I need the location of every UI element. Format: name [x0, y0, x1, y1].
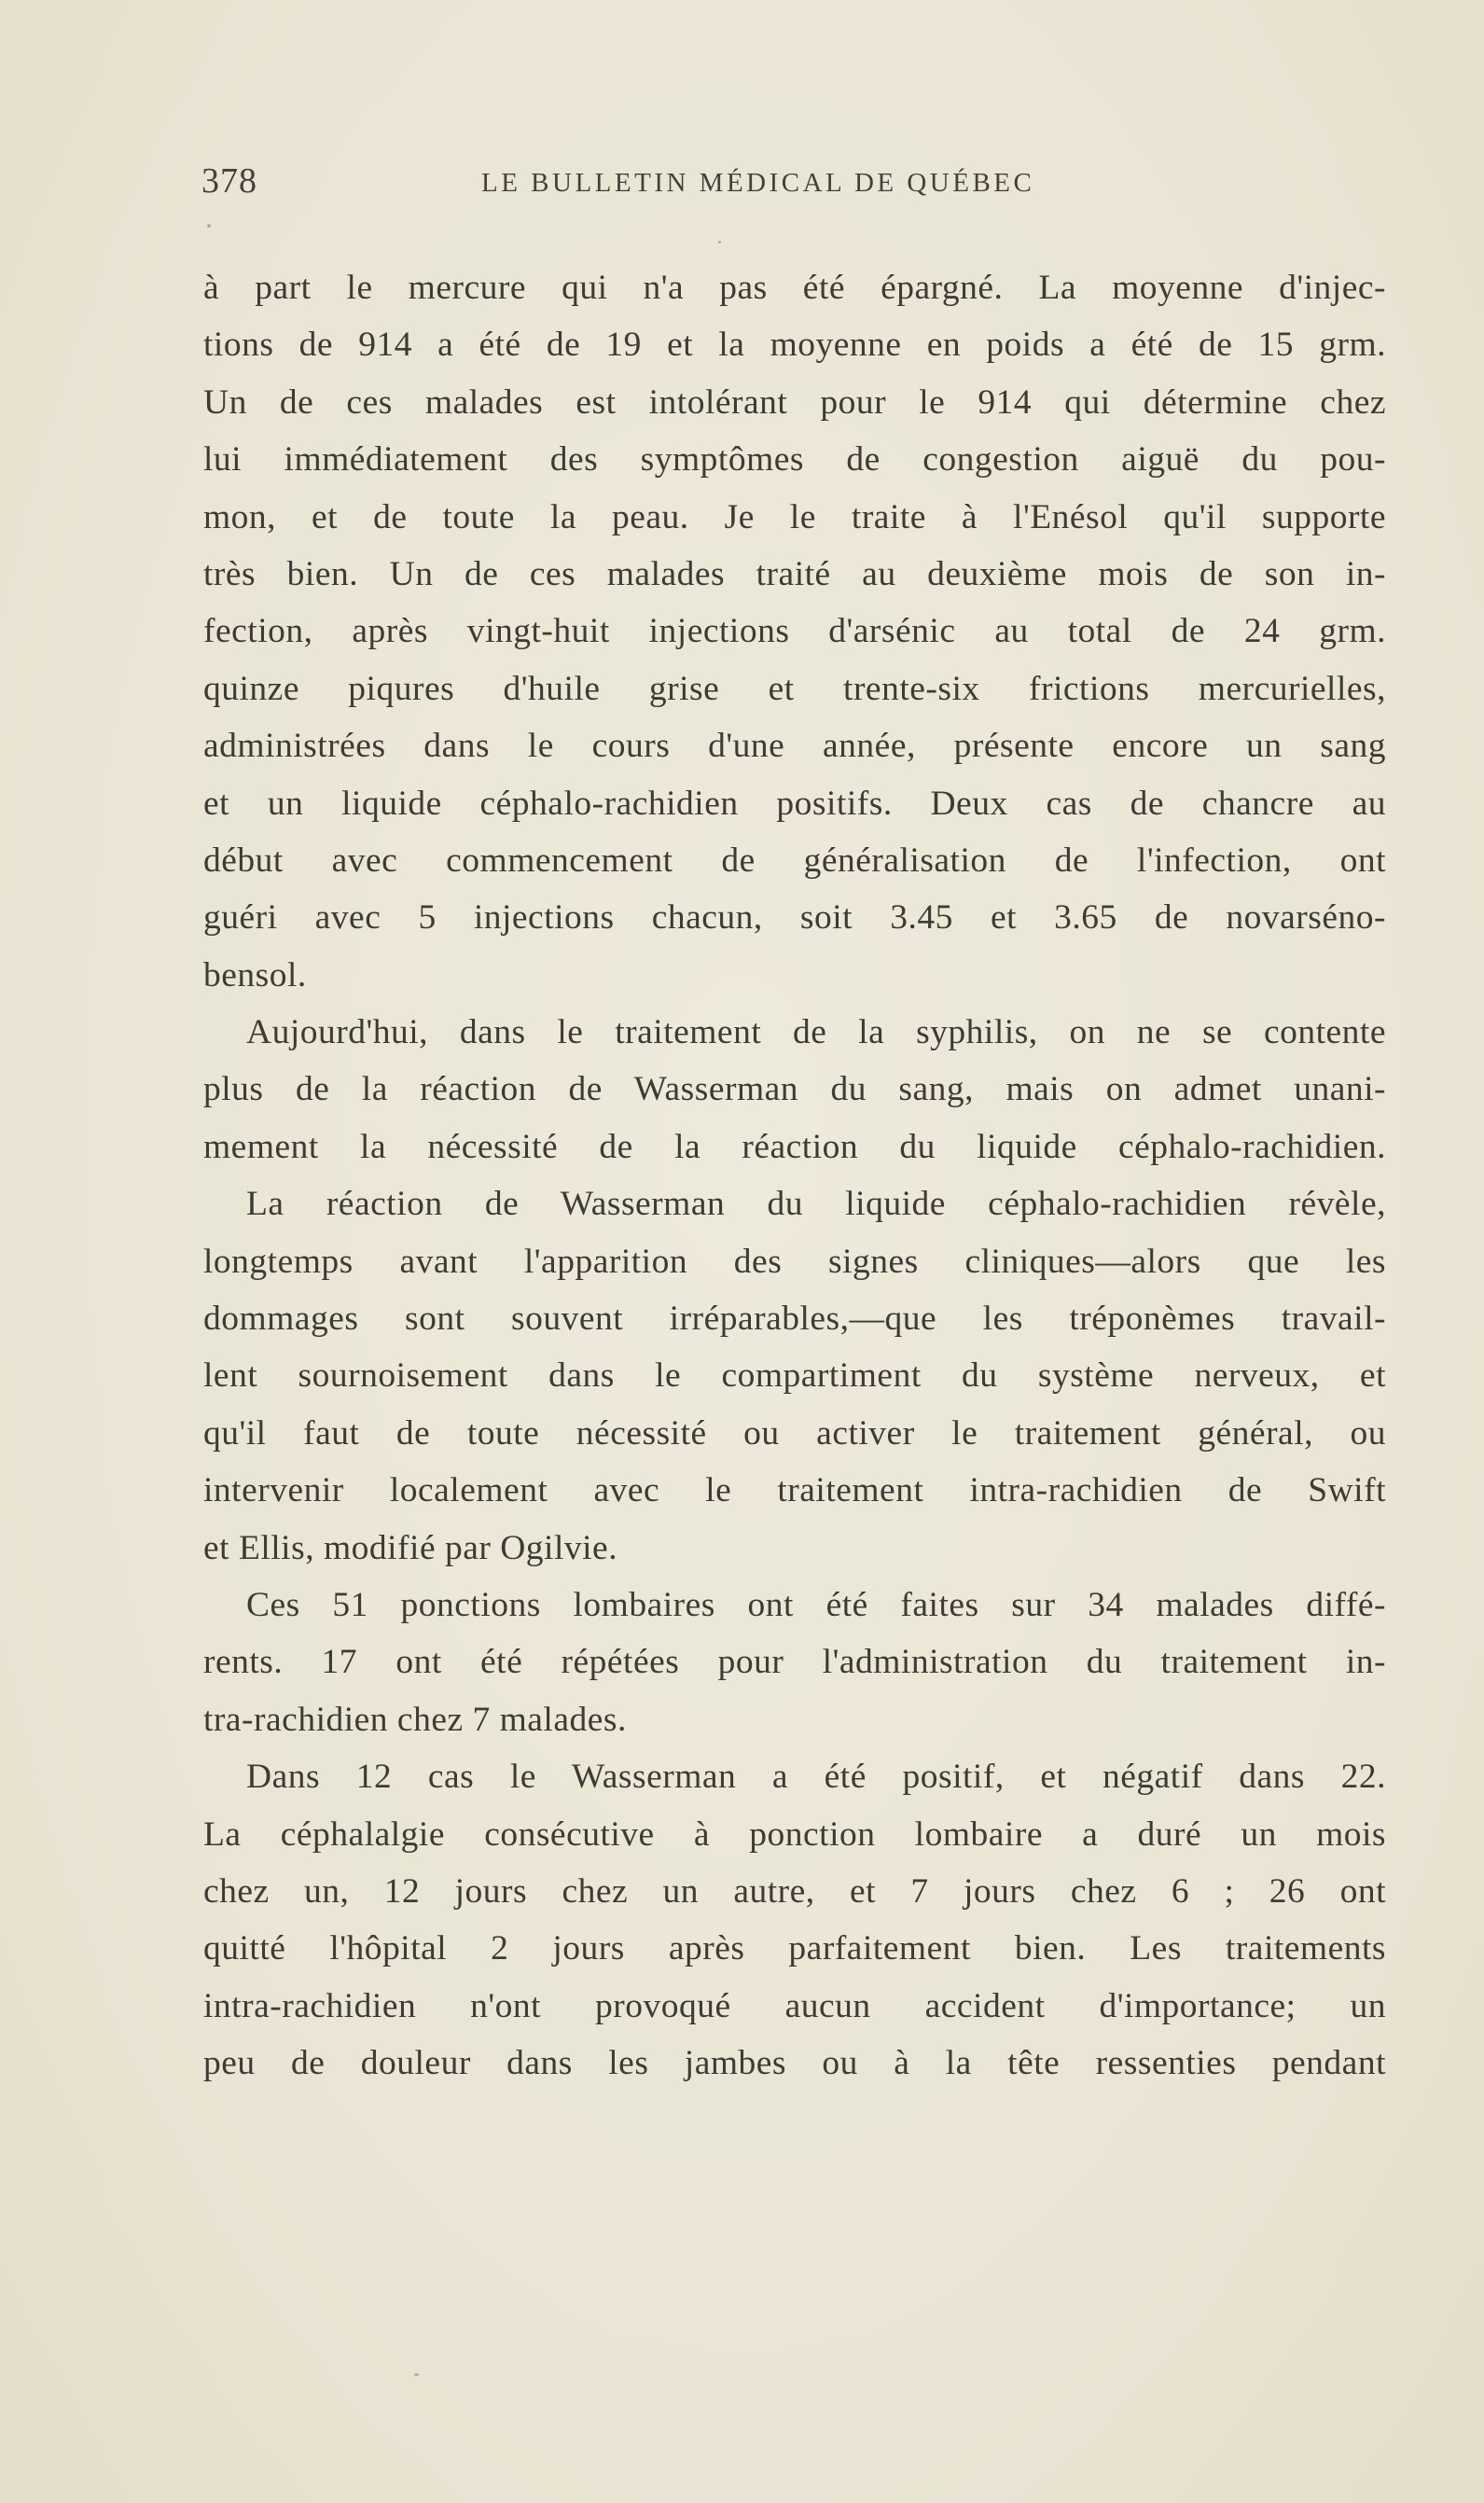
- text-line: début avec commencement de généralisation de l'infection, ont: [203, 841, 1386, 880]
- text-line: intra-rachidien n'ont provoqué aucun accident d'importance; un: [203, 1986, 1386, 2025]
- running-head: LE BULLETIN MÉDICAL DE QUÉBEC: [481, 168, 1035, 198]
- text-line: Aujourd'hui, dans le traitement de la syphilis, on ne se contente: [246, 1013, 1386, 1052]
- text-line: Un de ces malades est intolérant pour le 914 qui détermine chez: [203, 382, 1386, 422]
- text-line: quinze piqures d'huile grise et trente-six frictions mercurielles,: [203, 669, 1386, 708]
- text-line: Ces 51 ponctions lombaires ont été faites sur 34 malades diffé-: [246, 1585, 1386, 1624]
- text-line: tra-rachidien chez 7 malades.: [203, 1700, 627, 1739]
- paragraph: [203, 1175, 1386, 1577]
- paragraph: [203, 1004, 1386, 1175]
- text-line: très bien. Un de ces malades traité au deuxième mois de son in-: [203, 554, 1386, 593]
- text-line: lent sournoisement dans le compartiment du système nerveux, et: [203, 1356, 1386, 1396]
- text-line: et Ellis, modifié par Ogilvie.: [203, 1528, 618, 1567]
- text-line: fection, après vingt-huit injections d'arsénic au total de 24 grm.: [203, 612, 1386, 651]
- text-line: quitté l'hôpital 2 jours après parfaitement bien. Les traitements: [203, 1929, 1386, 1968]
- text-line: intervenir localement avec le traitement intra-rachidien de Swift: [203, 1471, 1386, 1510]
- text-line: rents. 17 ont été répétées pour l'administration du traitement in-: [203, 1643, 1386, 1682]
- text-line: La céphalalgie consécutive à ponction lombaire a duré un mois: [203, 1815, 1386, 1854]
- paper-speck: [207, 224, 211, 228]
- text-line: à part le mercure qui n'a pas été épargné. La moyenne d'injec-: [203, 269, 1386, 307]
- text-line: mon, et de toute la peau. Je le traite à l'Enésol qu'il supporte: [203, 497, 1386, 536]
- article-body: [203, 259, 1386, 2093]
- text-line: administrées dans le cours d'une année, présente encore un sang: [203, 727, 1386, 766]
- paragraph: [203, 259, 1386, 1004]
- text-line: peu de douleur dans les jambes ou à la tête ressenties pendant: [203, 2044, 1386, 2083]
- text-line: chez un, 12 jours chez un autre, et 7 jours chez 6 ; 26 ont: [203, 1871, 1386, 1911]
- text-line: La réaction de Wasserman du liquide céphalo-rachidien révèle,: [246, 1185, 1386, 1224]
- paragraph: [203, 1748, 1386, 2092]
- paragraph: [203, 1577, 1386, 1748]
- paper-speck: [718, 241, 721, 243]
- text-line: lui immédiatement des symptômes de congestion aiguë du pou-: [203, 440, 1386, 480]
- text-line: dommages sont souvent irréparables,—que les tréponèmes travail-: [203, 1300, 1386, 1339]
- text-line: longtemps avant l'apparition des signes cliniques—alors que les: [203, 1242, 1386, 1281]
- text-line: Dans 12 cas le Wasserman a été positif, et négatif dans 22.: [246, 1758, 1386, 1797]
- text-line: qu'il faut de toute nécessité ou activer le traitement général, ou: [203, 1413, 1386, 1453]
- text-line: tions de 914 a été de 19 et la moyenne en poids a été de 15 grm.: [203, 326, 1386, 365]
- text-line: bensol.: [203, 955, 307, 994]
- page-number: 378: [201, 161, 257, 201]
- paper-speck: [414, 2373, 419, 2376]
- text-line: et un liquide céphalo-rachidien positifs. Deux cas de chancre au: [203, 784, 1386, 823]
- text-line: plus de la réaction de Wasserman du sang, mais on admet unani-: [203, 1070, 1386, 1109]
- page-header: [201, 160, 1386, 207]
- text-line: guéri avec 5 injections chacun, soit 3.45 et 3.65 de novarséno-: [203, 898, 1386, 938]
- text-line: mement la nécessité de la réaction du liquide céphalo-rachidien.: [203, 1127, 1386, 1166]
